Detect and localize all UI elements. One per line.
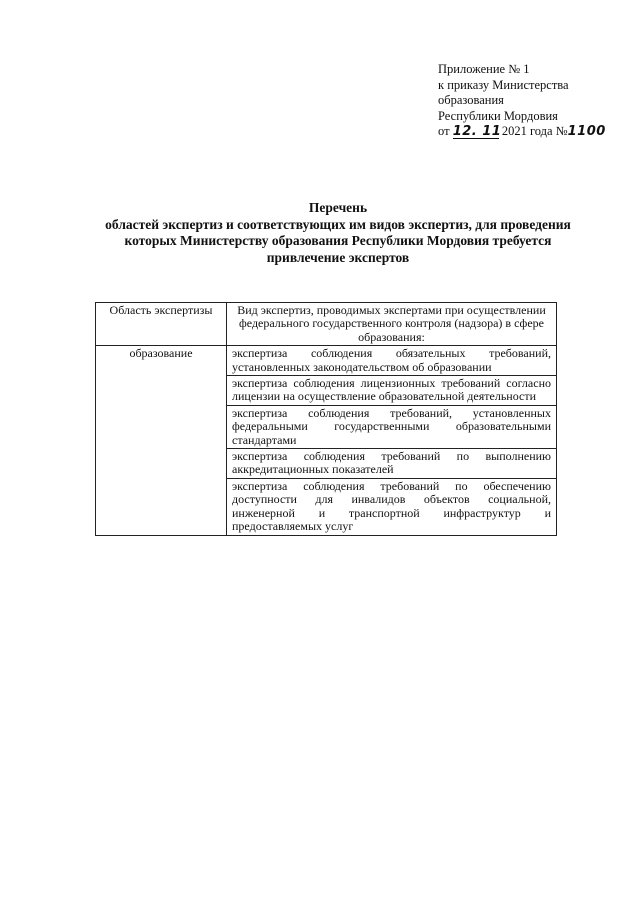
appendix-line: к приказу Министерства — [438, 77, 569, 92]
type-cell: экспертиза соблюдения лицензионных требований согласно лицензии на осуществление образовательной деятельности — [227, 376, 557, 406]
header-area: Область экспертизы — [96, 303, 227, 346]
table-row — [96, 346, 557, 376]
type-cell: экспертиза соблюдения требований по выполнению аккредитационных показателей — [227, 449, 557, 479]
expertise-table — [95, 302, 557, 536]
appendix-block — [438, 62, 628, 140]
date-prefix: от — [438, 124, 450, 138]
type-cell: экспертиза соблюдения обязательных требований, установленных законодательством об образовании — [227, 346, 557, 376]
year-text: 2021 года № — [501, 124, 568, 138]
document-title — [88, 200, 588, 266]
type-cell: экспертиза соблюдения требований по обеспечению доступности для инвалидов объектов социальной, инженерной и транспортной инфраструктур и предоставляемых услуг — [227, 478, 557, 535]
handwritten-date: 12. 11 — [452, 124, 502, 139]
handwritten-order-number: 1100 — [567, 124, 606, 139]
appendix-line: Республики Мордовия — [438, 108, 558, 123]
title-subtitle: областей экспертиз и соответствующих им видов экспертиз, для проведения которых Министерству образования Республики Мордовия требуется привлечение экспертов — [105, 216, 571, 265]
area-cell: образование — [96, 346, 227, 535]
title-heading: Перечень — [308, 200, 368, 215]
appendix-line: образования — [438, 93, 504, 107]
header-type: Вид экспертиз, проводимых экспертами при осуществлении федерального государственного контроля (надзора) в сфере образования: — [227, 303, 557, 346]
order-date-line — [438, 124, 628, 140]
table-header-row — [96, 303, 557, 346]
type-cell: экспертиза соблюдения требований, установленных федеральными государственными образовательными стандартами — [227, 405, 557, 448]
appendix-line: Приложение № 1 — [438, 62, 530, 76]
